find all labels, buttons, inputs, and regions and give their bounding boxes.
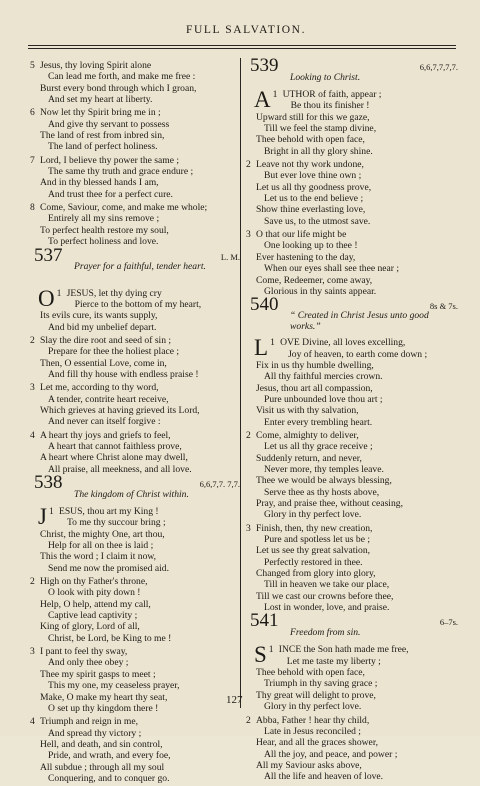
- verse-line: A heart where Christ alone may dwell,: [40, 452, 188, 464]
- verse-line: To perfect holiness and love.: [48, 236, 159, 248]
- verse-line: And set my heart at liberty.: [48, 94, 153, 106]
- verse-line: This my one, my ceaseless prayer,: [48, 680, 180, 692]
- hymn-title: Freedom from sin.: [290, 627, 361, 639]
- verse: [30, 285, 242, 333]
- verse-line: To perfect health restore my soul,: [40, 224, 169, 236]
- verse-line: The land of rest from inbred sin,: [40, 130, 165, 142]
- verse-line: Conquering, and to conquer go.: [48, 772, 170, 784]
- verse-line: Ever hastening to the day,: [256, 251, 356, 263]
- verse-line: And never can itself forgive :: [48, 416, 161, 428]
- verse-number: 1: [56, 287, 62, 299]
- right-column: [246, 55, 460, 785]
- verse-line: But ever love thine own ;: [264, 170, 362, 182]
- verse-line: The same thy truth and grace endure ;: [48, 166, 194, 178]
- verse-line: Changed from glory into glory,: [256, 568, 376, 580]
- verse-number: 5: [30, 60, 35, 71]
- verse-line: Hell, and death, and sin control,: [40, 738, 163, 750]
- verse-line: The land of perfect holiness.: [48, 141, 158, 153]
- hymn-meter: 6,6,7,7,7,7.: [419, 62, 458, 72]
- hymn-meter: 6,6,7,7. 7,7.: [199, 479, 240, 489]
- hymn-title: “ Created in Christ Jesus unto good works.”: [290, 310, 429, 332]
- verse-line: Let me taste my liberty ;: [286, 655, 381, 667]
- verse-line: Pride, and wrath, and every foe,: [48, 750, 171, 762]
- verse-line: 1 OVE Divine, all loves excelling,: [270, 337, 406, 349]
- hymn-header: [30, 244, 242, 286]
- verse-line: And bid my unbelief depart.: [48, 321, 157, 333]
- verse-line: A tender, contrite heart receive,: [48, 393, 169, 405]
- verse-line: 3 Let me, according to thy word,: [30, 382, 159, 394]
- verse-line: 2 Abba, Father ! hear thy child,: [246, 714, 370, 726]
- hymn-title: The kingdom of Christ within.: [74, 489, 189, 500]
- verse-line: Thy great will delight to prove,: [256, 689, 376, 701]
- verse-line: Jesus, thou art all compassion,: [256, 382, 373, 394]
- verse-line: This the word ; I claim it now,: [40, 551, 157, 563]
- verse-line: All the life and heaven of love.: [264, 771, 384, 783]
- verse-number: 8: [30, 202, 35, 214]
- verse-line: Pure and spotless let us be ;: [264, 534, 371, 546]
- verse-line: King of glory, Lord of all,: [40, 621, 140, 633]
- verse-line: And fill thy house with endless praise !: [48, 368, 199, 380]
- hymn-number: 539: [250, 55, 279, 76]
- verse-line: Captive lead captivity ;: [48, 610, 138, 622]
- verse-line: 1 UTHOR of faith, appear ;: [272, 89, 382, 100]
- verse-line: Thee my spirit gasps to meet ;: [40, 668, 156, 680]
- verse: [246, 229, 460, 297]
- verse: [30, 335, 242, 380]
- verse-line: Show thine everlasting love,: [256, 204, 366, 216]
- verse-line: Till we cast our crowns before thee,: [256, 590, 394, 602]
- verse-line: 1 INCE the Son hath made me free,: [268, 644, 409, 656]
- verse-line: Its evils cure, its wants supply,: [40, 310, 158, 322]
- verse-number: 2: [30, 576, 35, 588]
- verse-line: Thee we would be always blessing,: [256, 475, 392, 487]
- hymnal-page: FULL SALVATION. 5 Jesus, thy loving Spirit alone Can lead me forth, and make me free : Burst every bond through which I groan, And set my heart at liberty. 6 Now let thy Spirit bring me in ; And give thy servant to possess The land of rest from inbred sin, The land of perfect holiness. 7 Lord, I believe thy power the same ; The same thy truth and grace endure ; And in thy blessed hands I am, And trust thee for a perfect cure. 8 Come, Saviour, come, and make me whole; Entirely all my sins remove ; To perfect health restore my soul, To perfect holiness and love. 537 Prayer for a faithful, tender heart. L. M. O 1 JESUS, let thy dying cry Pierce to the bottom of my heart, Its evils cure, its wants supply, And bid my unbelief depart. 2 Slay the dire root and seed of sin ; Prepare for thee the holiest place ; Then, O essential Love, come in, And fill thy house with endless praise ! 3 Let me, according to thy word, A tender, contrite heart receive, Which grieves at having grieved its Lord, And never can itself forgive : 4 A heart thy joys and griefs to feel, A heart that cannot faithless prove, A heart where Christ alone may dwell, All praise, all meekness, and all love. 538 The kingdom of Christ within. 6,6,7,7. 7,7. J 1 ESUS, thou art my King ! To me thy succour bring ; Christ, the mighty One, art thou, Help for all on thee is laid ; This the word ; I claim it now, Send me now the promised aid. 2 High on thy Father's throne, O look with pity down ! Help, O help, attend my call, Captive lead captivity ; King of glory, Lord of all, Christ, be Lord, be King to me ! 3 I pant to feel thy sway, And only thee obey ; Thee my spirit gasps to meet ; This my one, my ceaseless prayer, Make, O make my heart thy seat, O set up thy kingdom there ! 4 Triumph and reign in me, And spread thy victory ; Hell, and death, and sin control, Pride, and wrath, and every foe, All subdue ; through all my soul Conquering, and to conquer go. 539 Looking to Christ. 6,6,7,7,7,7. A 1 UTHOR of faith, appear ; Be thou its finisher ! Upward still for this we gaze, Till we feel the stamp divine, Thee behold with open face, Bright in all thy glory shine. 2 Leave not thy work undone, But ever love thine own ; Let us all thy goodness prove, Let us to the end believe ; Show thine everlasting love, Save us, to the utmost save. 3 O that our life might be One looking up to thee ! Ever hastening to the day, When our eyes shall see thee near ; Come, Redeemer, come away, Glorious in thy saints appear. 540 “ Created in Christ Jesus unto good works.” 8s & 7s. L 1 OVE Divine, all loves excelling, Joy of heaven, to earth come down ; Fix in us thy humble dwelling, All thy faithful mercies crown. Jesus, thou art all compassion, Pure unbounded love thou art ; Visit us with thy salvation, Enter every trembling heart. 2 Come, almighty to deliver, Let us all thy grace receive ; Suddenly return, and never, Never more, thy temples leave. Thee we would be always blessing, Serve thee as thy hosts above, Pray, and praise thee, without ceasing, Glory in thy perfect love. 3 Finish, then, thy new creation, Pure and spotless let us be ; Let us see thy great salvation, Perfectly restored in thee. Changed from glory into glory, Till in heaven we take our place, Till we cast our crowns before thee, Lost in wonder, love, and praise. 541 Freedom from sin. 6–7s. S 1 INCE the Son hath made me free, Let me taste my liberty ; Thee behold with open face, Triumph in thy saving grace ; Thy great will delight to prove, Glory in thy perfect love. 2 Abba, Father ! hear thy child, Late in Jesus reconciled ; Hear, and all the graces shower, All the joy, and peace, and power ; All my Saviour asks above, All the life and heaven of love. 127: [0, 0, 480, 736]
- verse: [30, 202, 242, 247]
- verse-line: Come, Redeemer, come away,: [256, 274, 373, 286]
- verse-line: Thee behold with open face,: [256, 667, 365, 679]
- verse-line: Can lead me forth, and make me free :: [48, 71, 196, 83]
- verse-line: All the joy, and peace, and power ;: [264, 748, 398, 760]
- verse: [246, 523, 460, 614]
- drop-capital: O: [38, 285, 55, 311]
- verse-line: Let us all thy goodness prove,: [256, 181, 372, 193]
- verse-line: Joy of heaven, to earth come down ;: [288, 348, 428, 360]
- verse-line: Hear, and all the graces shower,: [256, 737, 379, 749]
- verse-line: 3 O that our life might be: [246, 229, 347, 241]
- hymn-title: Prayer for a faithful, tender heart.: [74, 260, 206, 272]
- verse-line: 1 JESUS, let thy dying cry: [56, 287, 162, 299]
- verse-line: Make, O make my heart thy seat,: [40, 691, 168, 703]
- verse-line: Lost in wonder, love, and praise.: [264, 602, 390, 614]
- verse-line: Triumph in thy saving grace ;: [264, 678, 378, 690]
- verse-line: Which grieves at having grieved its Lord,: [40, 404, 200, 416]
- verse: [30, 576, 242, 644]
- verse-line: 7 Lord, I believe thy power the same ;: [30, 154, 180, 166]
- verse-line: Let us see thy great salvation,: [256, 545, 371, 557]
- verse-line: 3 I pant to feel thy sway,: [30, 646, 128, 658]
- verse: [30, 155, 242, 200]
- verse: [30, 430, 242, 475]
- page-number: 127: [226, 694, 243, 706]
- verse-number: 3: [30, 646, 35, 658]
- verse-line: Late in Jesus reconciled ;: [264, 725, 361, 737]
- verse: [246, 159, 460, 227]
- verse-line: And give thy servant to possess: [48, 118, 170, 130]
- verse-line: Then, O essential Love, come in,: [40, 357, 167, 369]
- verse-line: Glory in thy perfect love.: [264, 701, 362, 713]
- verse: [30, 646, 242, 714]
- verse-line: Christ, the mighty One, art thou,: [40, 528, 165, 540]
- verse-line: When our eyes shall see thee near ;: [264, 263, 400, 275]
- verse-line: Let us to the end believe ;: [264, 193, 364, 205]
- verse-line: And trust thee for a perfect cure.: [48, 188, 173, 200]
- verse-line: Till we feel the stamp divine,: [264, 123, 377, 135]
- verse-line: And spread thy victory ;: [48, 727, 142, 739]
- verse: [246, 715, 460, 783]
- verse-line: 2 Slay the dire root and seed of sin ;: [30, 334, 172, 346]
- verse-number: 1: [268, 644, 274, 656]
- verse-number: 1: [270, 337, 275, 349]
- hymn-meter: L. M.: [220, 251, 240, 262]
- verse-line: Till in heaven we take our place,: [264, 579, 390, 591]
- drop-capital: A: [254, 87, 271, 112]
- verse-number: 7: [30, 154, 35, 166]
- verse: [246, 89, 460, 157]
- verse-line: Pure unbounded love thou art ;: [264, 393, 383, 405]
- verse-line: Upward still for this we gaze,: [256, 111, 370, 123]
- verse-number: 3: [30, 382, 35, 394]
- hymn-title: Looking to Christ.: [290, 72, 361, 83]
- verse-line: Thee behold with open face,: [256, 134, 365, 146]
- verse-number: 2: [30, 334, 35, 346]
- head-rule-top: [28, 45, 456, 46]
- verse: [246, 337, 460, 428]
- verse: [30, 60, 242, 105]
- verse-line: Pray, and praise thee, without ceasing,: [256, 498, 403, 509]
- verse-line: One looking up to thee !: [264, 240, 358, 252]
- verse-number: 3: [246, 229, 251, 241]
- verse-line: O look with pity down !: [48, 587, 141, 599]
- verse-line: Enter every trembling heart.: [264, 416, 373, 428]
- verse: [246, 430, 460, 521]
- head-rule-bottom: [28, 48, 456, 49]
- verse-line: Glorious in thy saints appear.: [264, 285, 377, 297]
- verse-line: Perfectly restored in thee.: [264, 556, 363, 568]
- drop-capital: S: [254, 642, 267, 668]
- verse-line: 6 Now let thy Spirit bring me in ;: [30, 107, 161, 119]
- verse-line: Serve thee as thy hosts above,: [264, 486, 380, 498]
- verse-line: 3 Finish, then, thy new creation,: [246, 522, 373, 534]
- verse-line: Send me now the promised aid.: [48, 562, 169, 574]
- verse-line: Fix in us thy humble dwelling,: [256, 359, 374, 371]
- verse-line: All thy faithful mercies crown.: [264, 371, 383, 383]
- verse-number: 1: [272, 89, 278, 100]
- verse-line: Save us, to the utmost save.: [264, 215, 371, 227]
- verse-number: 6: [30, 107, 35, 119]
- verse: [30, 716, 242, 784]
- verse-line: To me thy succour bring ;: [66, 517, 166, 529]
- verse-line: Suddenly return, and never,: [256, 452, 362, 464]
- verse-line: Be thou its finisher !: [290, 100, 370, 112]
- verse-line: 2 Leave not thy work undone,: [246, 159, 364, 171]
- verse-line: All subdue ; through all my soul: [40, 761, 165, 773]
- hymn-number: 540: [250, 294, 279, 316]
- verse-line: Visit us with thy salvation,: [256, 405, 359, 417]
- verse-line: 4 Triumph and reign in me,: [30, 716, 138, 728]
- verse-line: Entirely all my sins remove ;: [48, 213, 160, 225]
- verse-line: 1 ESUS, thou art my King !: [48, 506, 159, 517]
- verse-number: 4: [30, 716, 35, 728]
- hymn-header: [246, 294, 460, 335]
- verse-line: 5 Jesus, thy loving Spirit alone: [30, 60, 152, 71]
- verse-line: O set up thy kingdom there !: [48, 702, 159, 714]
- verse: [30, 382, 242, 427]
- verse-line: All my Saviour asks above,: [256, 759, 362, 771]
- verse: [246, 644, 460, 712]
- verse-number: 3: [246, 522, 251, 534]
- hymn-number: 537: [34, 244, 63, 266]
- verse-number: 4: [30, 429, 35, 441]
- hymn-number: 538: [34, 472, 63, 493]
- hymn-header: [30, 472, 242, 504]
- verse: [30, 506, 242, 574]
- drop-capital: L: [254, 335, 269, 361]
- verse-line: 4 A heart thy joys and griefs to feel,: [30, 429, 171, 441]
- verse-line: Help, O help, attend my call,: [40, 598, 151, 610]
- verse-line: Never more, thy temples leave.: [264, 463, 384, 475]
- verse-line: And in thy blessed hands I am,: [40, 177, 159, 189]
- hymn-header: [246, 610, 460, 642]
- verse: [30, 107, 242, 152]
- verse-line: Pierce to the bottom of my heart,: [74, 298, 202, 310]
- verse-line: Glory in thy perfect love.: [264, 509, 362, 521]
- verse-line: Burst every bond through which I groan,: [40, 82, 197, 94]
- verse-line: Bright in all thy glory shine.: [264, 145, 373, 157]
- hymn-meter: 8s & 7s.: [429, 301, 458, 312]
- hymn-number: 541: [250, 610, 279, 632]
- verse-line: 2 Come, almighty to deliver,: [246, 429, 359, 441]
- verse-number: 2: [246, 429, 251, 441]
- verse-number: 2: [246, 159, 251, 171]
- verse-line: Help for all on thee is laid ;: [48, 540, 154, 552]
- verse-line: 8 Come, Saviour, come, and make me whole;: [30, 202, 208, 214]
- left-column: [30, 60, 242, 786]
- verse-line: All praise, all meekness, and all love.: [48, 463, 192, 475]
- verse-number: 1: [48, 506, 54, 517]
- verse-line: Prepare for thee the holiest place ;: [48, 346, 180, 358]
- verse-line: Christ, be Lord, be King to me !: [48, 632, 172, 644]
- verse-number: 2: [246, 714, 251, 726]
- verse-line: 2 High on thy Father's throne,: [30, 576, 148, 588]
- verse-line: A heart that cannot faithless prove,: [48, 440, 182, 452]
- verse-line: And only thee obey ;: [48, 657, 129, 669]
- hymn-meter: 6–7s.: [439, 617, 458, 628]
- drop-capital: J: [38, 504, 47, 529]
- hymn-header: [246, 55, 460, 87]
- verse-line: Let us all thy grace receive ;: [264, 441, 373, 453]
